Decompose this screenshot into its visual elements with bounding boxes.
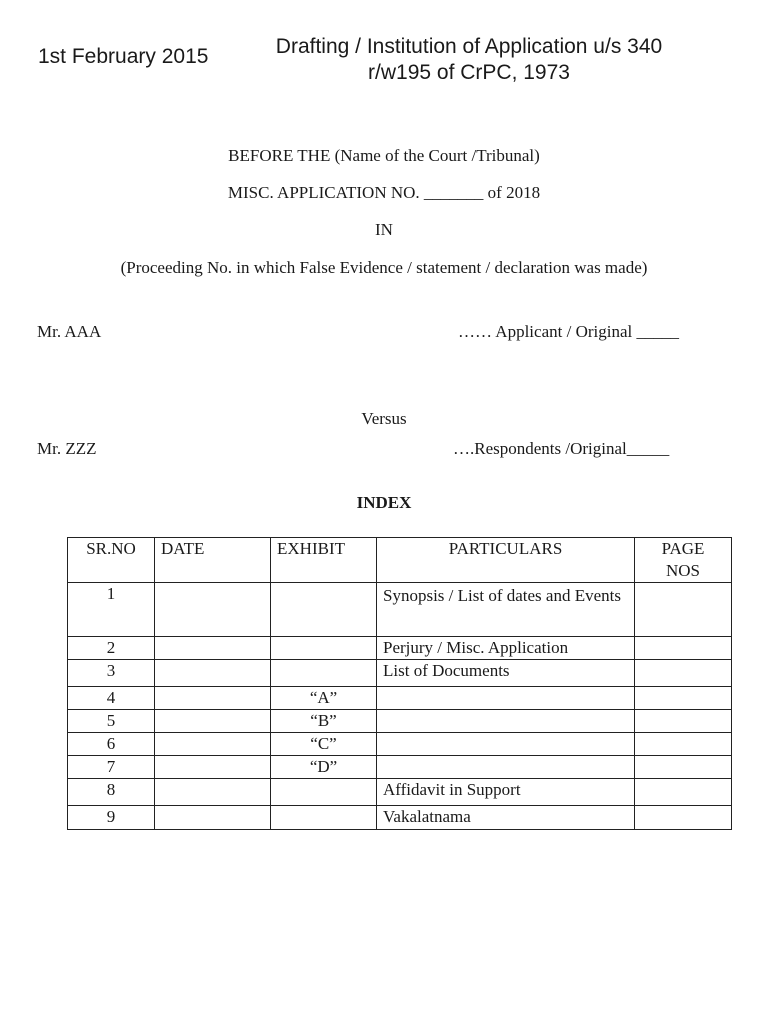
cell-srno: 6 [68,733,155,756]
header-page-nos-line-2: NOS [665,561,700,580]
header-exhibit: EXHIBIT [271,538,377,583]
header-srno: SR.NO [68,538,155,583]
index-title: INDEX [356,493,412,512]
document-title [236,34,702,86]
cell-exhibit: “A” [271,687,377,710]
applicant-role: …… Applicant / Original _____ [458,322,679,341]
proceeding-reference: (Proceeding No. in which False Evidence / statement / declaration was made) [120,258,648,277]
index-header-row [68,538,732,583]
cell-particulars [377,756,635,779]
cell-exhibit [271,637,377,660]
cell-particulars [377,687,635,710]
cell-page [635,637,732,660]
cell-particulars: List of Documents [377,660,635,687]
cell-exhibit [271,660,377,687]
cell-srno: 5 [68,710,155,733]
cell-srno: 4 [68,687,155,710]
cell-srno: 8 [68,779,155,806]
header-page-nos-line-1: PAGE [661,539,705,558]
table-row [68,779,732,806]
header-particulars: PARTICULARS [377,538,635,583]
header-page-nos [635,538,732,583]
cell-page [635,756,732,779]
cell-exhibit [271,779,377,806]
document-date: 1st February 2015 [38,45,209,68]
cell-page [635,660,732,687]
cell-exhibit: “C” [271,733,377,756]
table-row [68,583,732,637]
respondent-name: Mr. ZZZ [37,439,97,458]
cell-srno: 7 [68,756,155,779]
cell-date [155,806,271,830]
cell-exhibit [271,583,377,637]
document-title-line-1: Drafting / Institution of Application u/s 340 [275,35,663,58]
table-row [68,756,732,779]
cell-page [635,733,732,756]
versus-label: Versus [361,409,407,428]
cell-date [155,756,271,779]
cell-date [155,710,271,733]
cell-date [155,687,271,710]
respondent-role: ….Respondents /Original_____ [453,439,670,458]
cell-particulars [377,710,635,733]
cell-page [635,806,732,830]
table-row [68,687,732,710]
table-row [68,660,732,687]
cell-page [635,687,732,710]
court-caption: BEFORE THE (Name of the Court /Tribunal) [228,146,540,165]
cell-particulars: Perjury / Misc. Application [377,637,635,660]
cell-page [635,779,732,806]
in-label: IN [375,220,393,239]
table-row [68,637,732,660]
cell-date [155,660,271,687]
cell-page [635,583,732,637]
cell-srno: 3 [68,660,155,687]
table-row [68,733,732,756]
cell-page [635,710,732,733]
cell-srno: 1 [68,583,155,637]
misc-application-number: MISC. APPLICATION NO. _______ of 2018 [227,183,541,202]
cell-date [155,733,271,756]
cell-particulars: Synopsis / List of dates and Events [377,583,635,637]
cell-exhibit: “B” [271,710,377,733]
cell-particulars: Vakalatnama [377,806,635,830]
table-row [68,806,732,830]
cell-particulars [377,733,635,756]
header-date: DATE [155,538,271,583]
index-table [67,537,732,830]
table-row [68,710,732,733]
applicant-name: Mr. AAA [37,322,102,341]
cell-srno: 9 [68,806,155,830]
document-title-line-2: r/w195 of CrPC, 1973 [368,61,570,84]
cell-date [155,583,271,637]
cell-srno: 2 [68,637,155,660]
cell-date [155,637,271,660]
cell-exhibit [271,806,377,830]
cell-particulars: Affidavit in Support [377,779,635,806]
cell-date [155,779,271,806]
cell-exhibit: “D” [271,756,377,779]
